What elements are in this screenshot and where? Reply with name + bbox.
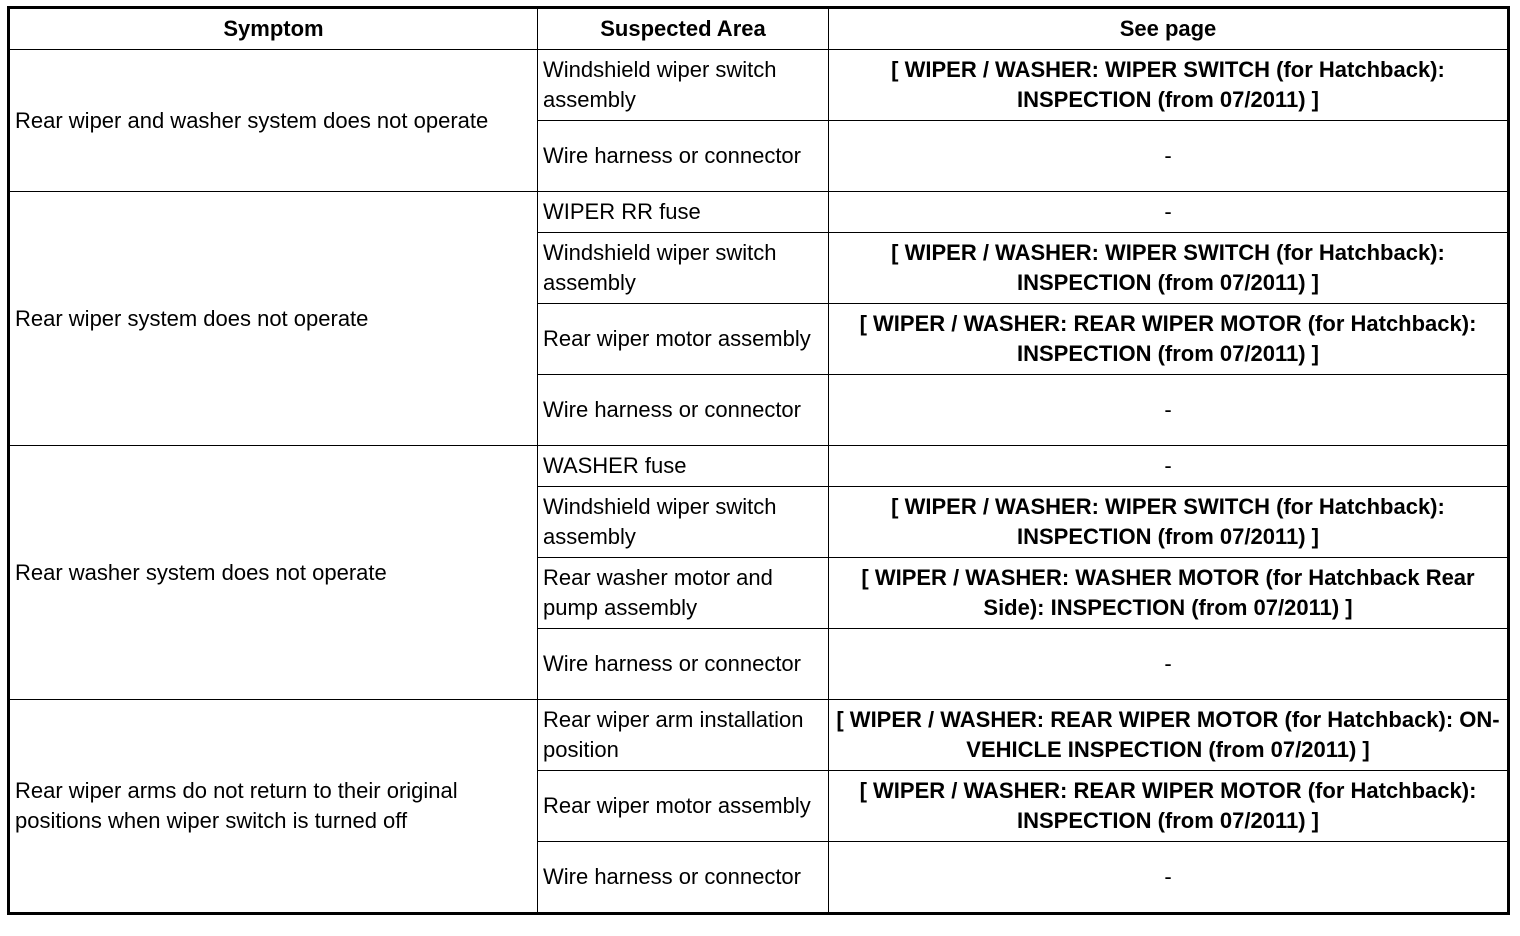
suspected-area-cell: Rear washer motor and pump assembly bbox=[538, 558, 829, 629]
see-page-cell: - bbox=[829, 842, 1509, 914]
symptom-cell: Rear wiper and washer system does not operate bbox=[9, 50, 538, 192]
symptom-cell: Rear wiper arms do not return to their original positions when wiper switch is turned off bbox=[9, 700, 538, 914]
header-see-page: See page bbox=[829, 8, 1509, 50]
see-page-cell: - bbox=[829, 629, 1509, 700]
suspected-area-cell: Rear wiper motor assembly bbox=[538, 771, 829, 842]
table-row bbox=[9, 446, 1509, 487]
see-page-link[interactable]: [ WIPER / WASHER: REAR WIPER MOTOR (for Hatchback): INSPECTION (from 07/2011) ] bbox=[829, 304, 1509, 375]
see-page-link[interactable]: [ WIPER / WASHER: WIPER SWITCH (for Hatchback): INSPECTION (from 07/2011) ] bbox=[829, 50, 1509, 121]
see-page-cell: - bbox=[829, 121, 1509, 192]
header-suspected-area: Suspected Area bbox=[538, 8, 829, 50]
troubleshooting-table bbox=[7, 6, 1510, 915]
see-page-link[interactable]: [ WIPER / WASHER: WASHER MOTOR (for Hatchback Rear Side): INSPECTION (from 07/2011) ] bbox=[829, 558, 1509, 629]
suspected-area-cell: Windshield wiper switch assembly bbox=[538, 50, 829, 121]
symptom-cell: Rear washer system does not operate bbox=[9, 446, 538, 700]
suspected-area-cell: Rear wiper arm installation position bbox=[538, 700, 829, 771]
see-page-cell: - bbox=[829, 192, 1509, 233]
suspected-area-cell: Rear wiper motor assembly bbox=[538, 304, 829, 375]
suspected-area-cell: WIPER RR fuse bbox=[538, 192, 829, 233]
suspected-area-cell: Windshield wiper switch assembly bbox=[538, 487, 829, 558]
suspected-area-cell: Wire harness or connector bbox=[538, 121, 829, 192]
see-page-link[interactable]: [ WIPER / WASHER: REAR WIPER MOTOR (for Hatchback): ON-VEHICLE INSPECTION (from 07/2011) ] bbox=[829, 700, 1509, 771]
table-row bbox=[9, 50, 1509, 121]
table-row bbox=[9, 700, 1509, 771]
see-page-link[interactable]: [ WIPER / WASHER: REAR WIPER MOTOR (for Hatchback): INSPECTION (from 07/2011) ] bbox=[829, 771, 1509, 842]
suspected-area-cell: Wire harness or connector bbox=[538, 629, 829, 700]
suspected-area-cell: Wire harness or connector bbox=[538, 375, 829, 446]
see-page-link[interactable]: [ WIPER / WASHER: WIPER SWITCH (for Hatchback): INSPECTION (from 07/2011) ] bbox=[829, 487, 1509, 558]
header-symptom: Symptom bbox=[9, 8, 538, 50]
header-row bbox=[9, 8, 1509, 50]
see-page-cell: - bbox=[829, 375, 1509, 446]
suspected-area-cell: Windshield wiper switch assembly bbox=[538, 233, 829, 304]
table-row bbox=[9, 192, 1509, 233]
suspected-area-cell: Wire harness or connector bbox=[538, 842, 829, 914]
see-page-link[interactable]: [ WIPER / WASHER: WIPER SWITCH (for Hatchback): INSPECTION (from 07/2011) ] bbox=[829, 233, 1509, 304]
suspected-area-cell: WASHER fuse bbox=[538, 446, 829, 487]
see-page-cell: - bbox=[829, 446, 1509, 487]
symptom-cell: Rear wiper system does not operate bbox=[9, 192, 538, 446]
